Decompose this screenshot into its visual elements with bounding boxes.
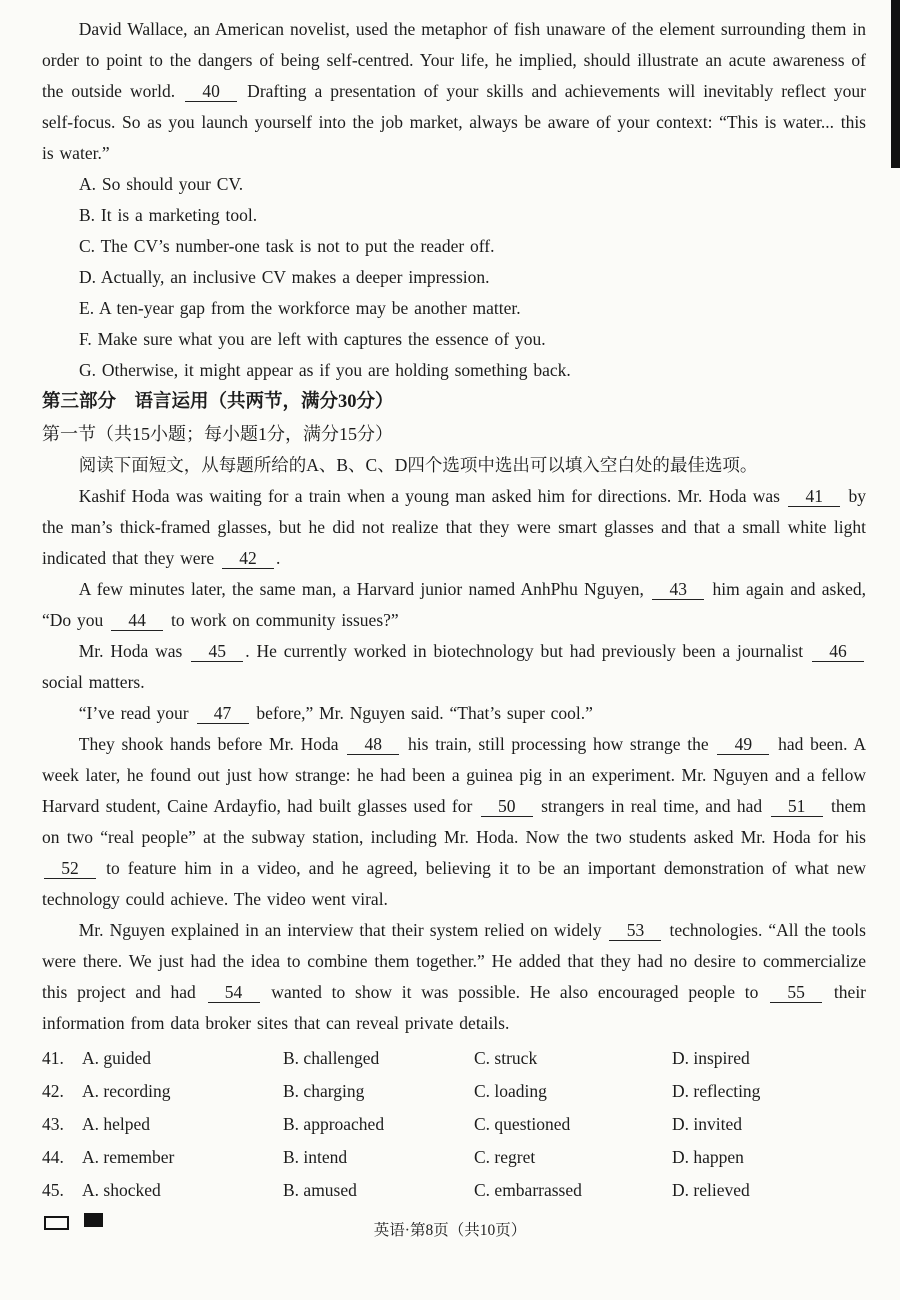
blank-51: 51 (771, 796, 823, 817)
answer-option: B. challenged (283, 1048, 380, 1068)
answer-option: A. remember (82, 1147, 175, 1167)
blank-55: 55 (770, 982, 822, 1003)
answer-option: C. struck (474, 1048, 538, 1068)
answer-option: C. loading (474, 1081, 547, 1101)
blank-40: 40 (185, 81, 237, 102)
mcq-row (42, 1174, 866, 1207)
answer-option: B. charging (283, 1081, 365, 1101)
blank-52: 52 (44, 858, 96, 879)
answer-option: D. inspired (672, 1048, 750, 1068)
answer-option: A. recording (82, 1081, 171, 1101)
option-item: E. A ten-year gap from the workforce may be another matter. (79, 298, 521, 318)
section-header: 第三部分 语言运用（共两节，满分30分） (42, 392, 394, 412)
blank-47: 47 (197, 703, 249, 724)
passage-paragraph: Mr. Hoda was 45 . He currently worked in biotechnology but had previously been a journalist 46 social matters. (42, 636, 866, 698)
mcq-row (42, 1042, 866, 1075)
scan-edge-artifact (891, 0, 900, 168)
scan-mark-outline (44, 1216, 69, 1230)
answer-options-table (42, 1042, 866, 1207)
answer-option: D. happen (672, 1147, 744, 1167)
options-list (42, 169, 866, 386)
answer-option: C. regret (474, 1147, 536, 1167)
subsection-header: 第一节（共15小题；每小题1分，满分15分） (42, 424, 393, 444)
passage-paragraph: Kashif Hoda was waiting for a train when a young man asked him for directions. Mr. Hoda was 41 by the man’s thick-framed glasses, but he did not realize that they were smart glasses and that a small white light indicated that they were 42 . (42, 486, 867, 568)
blank-48: 48 (347, 734, 399, 755)
passage-paragraph: They shook hands before Mr. Hoda 48 his train, still processing how strange the 49 had been. A week later, he found out just how strange: he had been a guinea pig in an experiment. Mr. Nguyen and a fellow Harvard student, Caine Ardayfio, had built glasses used for 50 strangers in real time, and had 51 them on two “real people” at the subway station, including Mr. Hoda. Now the two students asked Mr. Hoda for his 52 to feature him in a video, and he agreed, believing it to be an important demonstration of what new technology could achieve. The video went viral. (42, 734, 866, 909)
mcq-row (42, 1108, 866, 1141)
question-number: 45. (42, 1180, 64, 1200)
question-number: 42. (42, 1081, 64, 1101)
answer-option: B. amused (283, 1180, 357, 1200)
passage-paragraph: Mr. Nguyen explained in an interview that their system relied on widely 53 technologies. “All the tools were there. We just had the idea to combine them together.” He added that they had no desire to commercialize this project and had 54 wanted to show it was possible. He also encouraged people to 55 their information from data broker sites that can reveal private details. (42, 920, 867, 1033)
blank-54: 54 (208, 982, 260, 1003)
blank-42: 42 (222, 548, 274, 569)
blank-43: 43 (652, 579, 704, 600)
passage-paragraph: “I’ve read your 47 before,” Mr. Nguyen said. “That’s super cool.” (78, 703, 593, 723)
gap-fill-paragraph: David Wallace, an American novelist, used the metaphor of fish unaware of the element surrounding them in order to point to the dangers of being self-centred. Your life, he implied, should illustrate an acute awareness of the outside world. 40 Drafting a presentation of your skills and achievements will inevitably reflect your self-focus. So as you launch yourself into the job market, always be aware of your context: “This is water... this is water.” (42, 19, 866, 163)
answer-option: A. shocked (82, 1180, 161, 1200)
blank-53: 53 (609, 920, 661, 941)
passage-paragraph: A few minutes later, the same man, a Harvard junior named AnhPhu Nguyen, 43 him again and asked, “Do you 44 to work on community issues?” (42, 579, 866, 630)
question-number: 43. (42, 1114, 64, 1134)
answer-option: B. approached (283, 1114, 385, 1134)
option-item: C. The CV’s number-one task is not to put the reader off. (79, 236, 495, 256)
instruction-text: 阅读下面短文，从每题所给的A、B、C、D四个选项中选出可以填入空白处的最佳选项。 (78, 455, 758, 475)
blank-49: 49 (717, 734, 769, 755)
answer-option: A. helped (82, 1114, 151, 1134)
answer-option: C. embarrassed (474, 1180, 582, 1200)
option-item: F. Make sure what you are left with captures the essence of you. (79, 329, 546, 349)
question-number: 41. (42, 1048, 64, 1068)
mcq-row (42, 1141, 866, 1174)
answer-option: B. intend (283, 1147, 348, 1167)
answer-option: D. reflecting (672, 1081, 761, 1101)
option-item: A. So should your CV. (79, 174, 244, 194)
option-item: D. Actually, an inclusive CV makes a deeper impression. (79, 267, 490, 287)
scan-mark-solid (84, 1213, 103, 1227)
cloze-passage (42, 481, 866, 1039)
answer-option: A. guided (82, 1048, 152, 1068)
page-content (42, 14, 866, 1207)
blank-41: 41 (788, 486, 840, 507)
blank-46: 46 (812, 641, 864, 662)
page-footer: 英语·第8页（共10页） (373, 1222, 527, 1239)
answer-option: D. relieved (672, 1180, 750, 1200)
answer-option: D. invited (672, 1114, 742, 1134)
mcq-row (42, 1075, 866, 1108)
question-number: 44. (42, 1147, 64, 1167)
option-item: B. It is a marketing tool. (79, 205, 258, 225)
option-item: G. Otherwise, it might appear as if you are holding something back. (79, 360, 571, 380)
answer-option: C. questioned (474, 1114, 571, 1134)
blank-44: 44 (111, 610, 163, 631)
blank-45: 45 (191, 641, 243, 662)
blank-50: 50 (481, 796, 533, 817)
